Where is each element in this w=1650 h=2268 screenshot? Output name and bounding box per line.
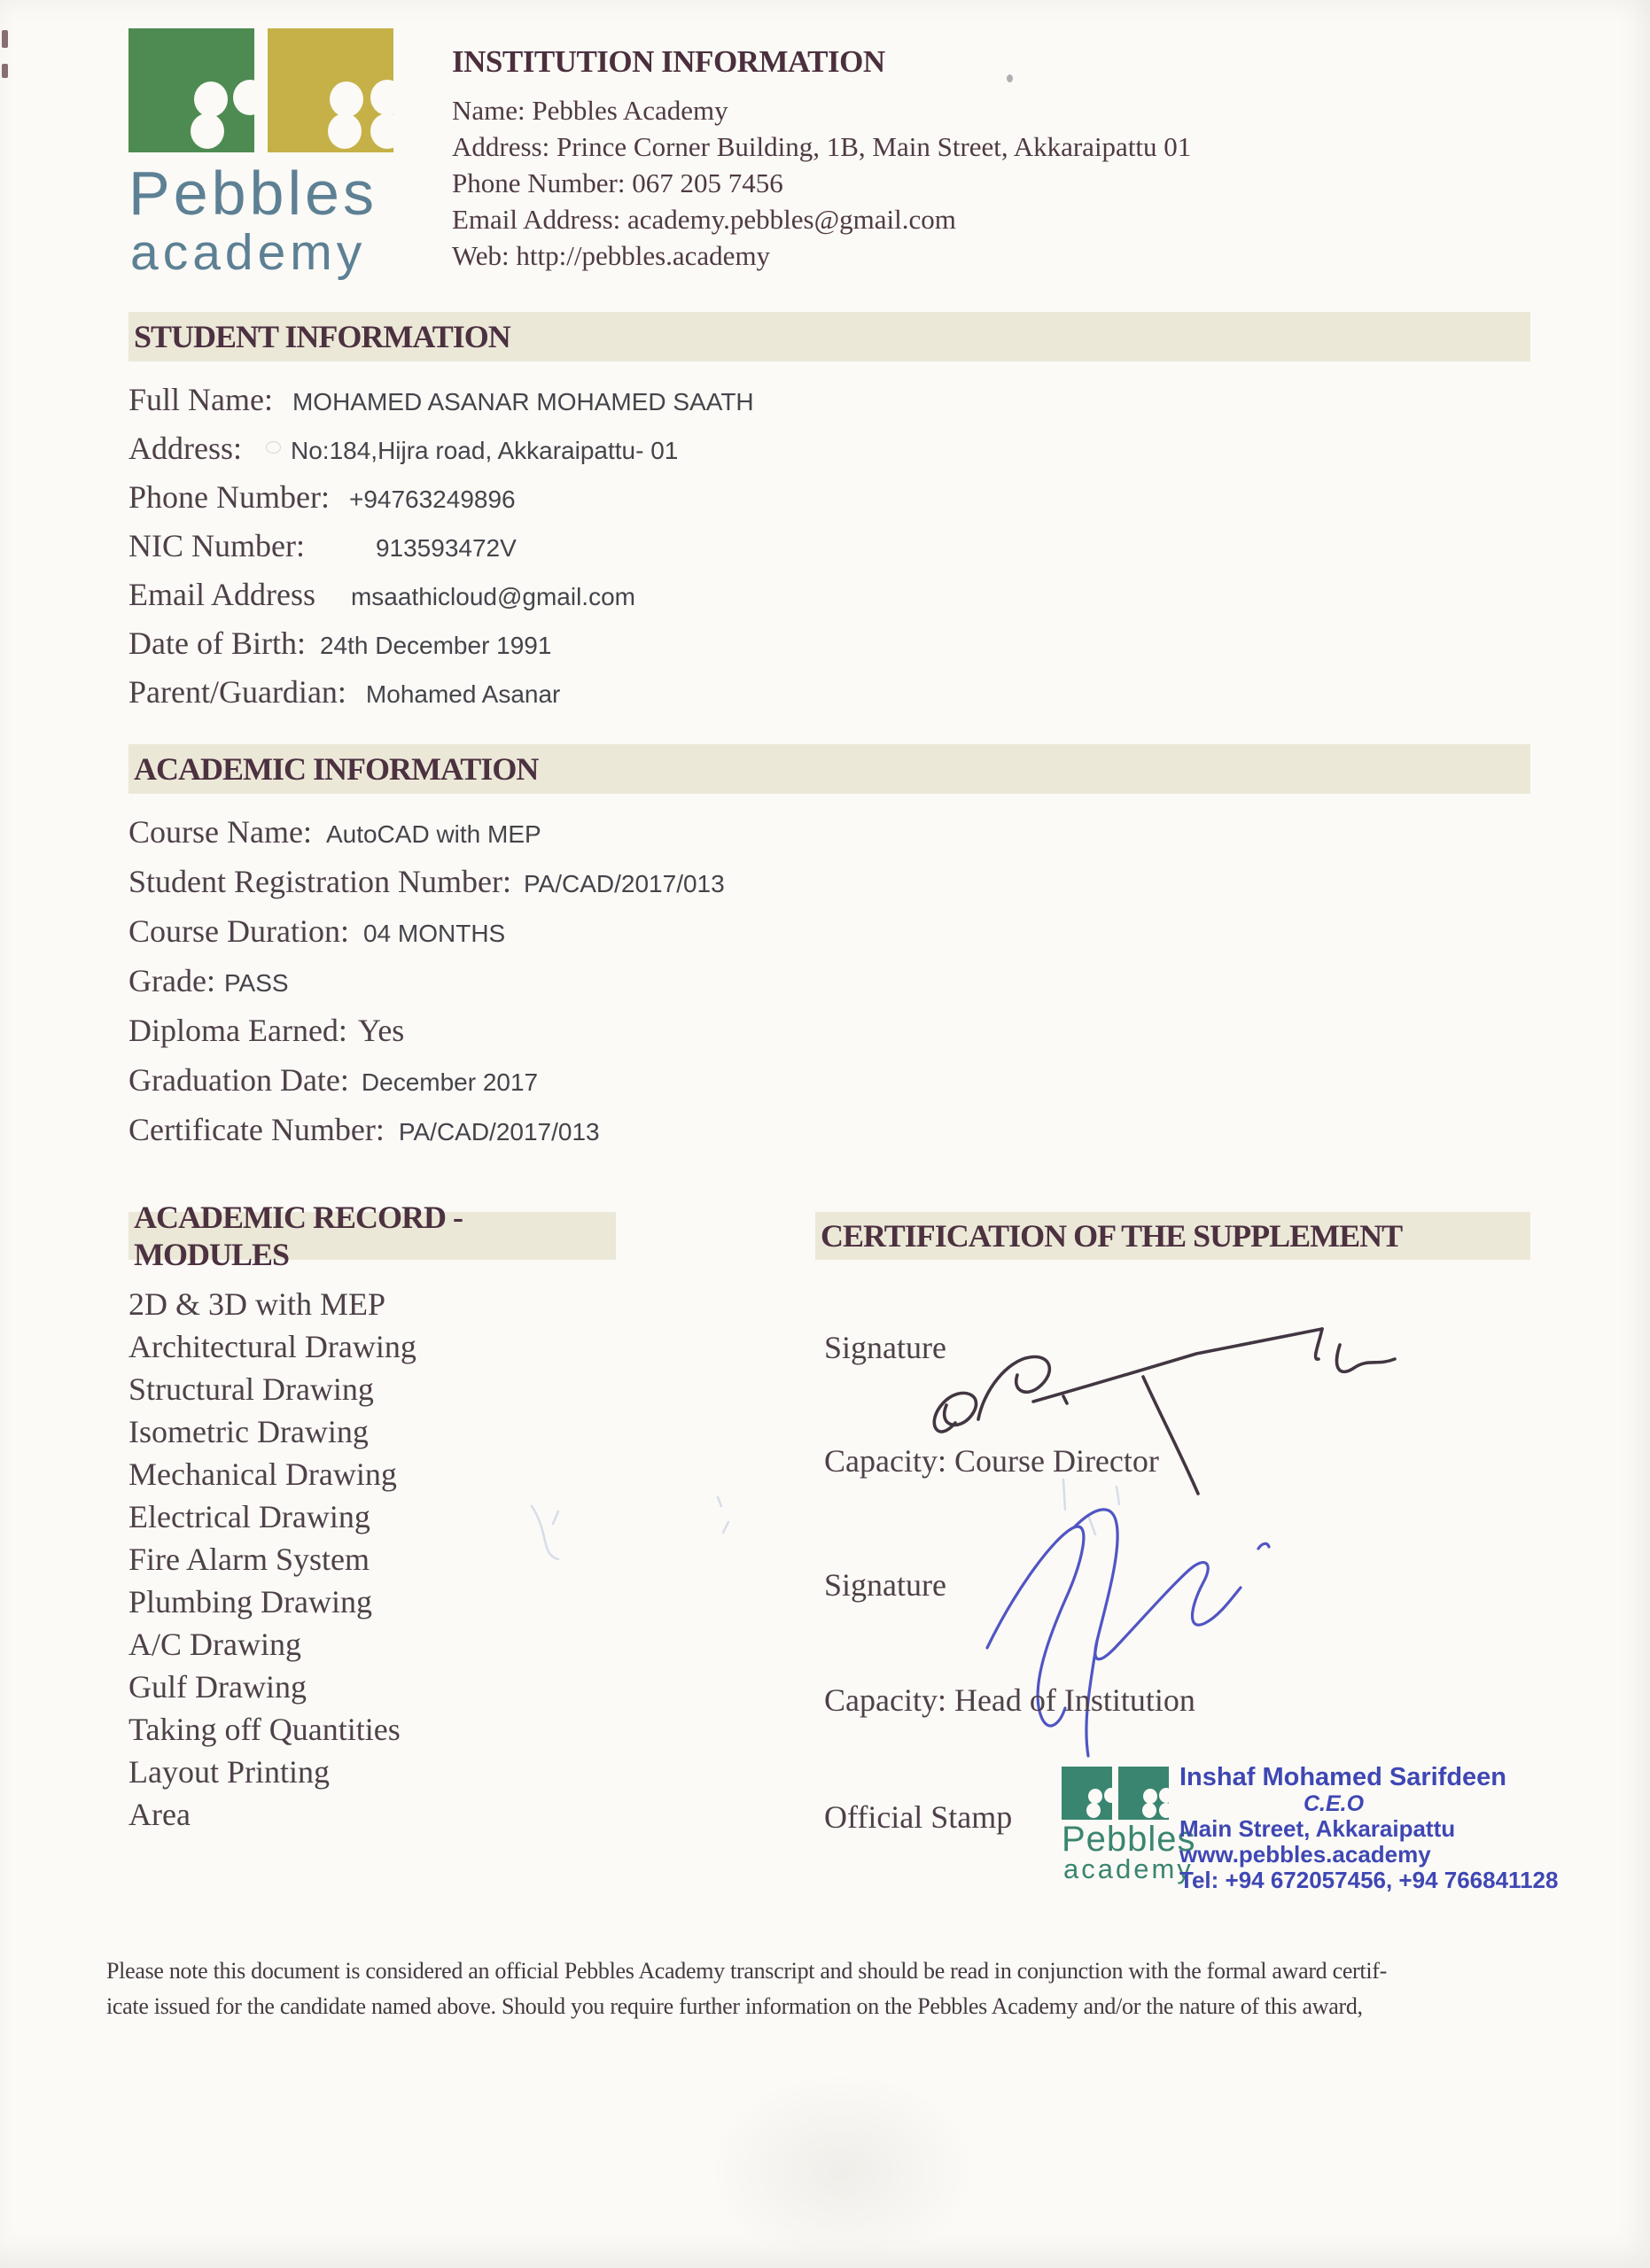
stamp-logo-dot	[1159, 1788, 1169, 1803]
field-label: Course Duration:	[128, 913, 349, 949]
field-label: Graduation Date:	[128, 1062, 349, 1098]
field-row-address	[128, 430, 754, 478]
scan-speck	[2, 30, 8, 48]
field-value: PA/CAD/2017/013	[523, 870, 725, 897]
field-value: PASS	[223, 969, 289, 997]
institution-email-line: Email Address: academy.pebbles@gmail.com	[452, 204, 956, 235]
logo-dot	[328, 113, 362, 149]
field-label: Certificate Number:	[128, 1112, 385, 1147]
logo-green-square	[128, 28, 254, 152]
field-row-phone	[128, 478, 754, 527]
field-row-graduation-date	[128, 1061, 725, 1111]
module-item: Plumbing Drawing	[128, 1584, 372, 1619]
footer-line-1: Please note this document is considered an official Pebbles Academy transcript and should be read in conjunction with the formal award certif-	[106, 1958, 1387, 1984]
stamp-logo-dot	[1088, 1789, 1102, 1804]
stamp-ceo-name: Inshaf Mohamed Sarifdeen	[1179, 1763, 1507, 1791]
head-of-institution-signature	[966, 1497, 1311, 1763]
field-row-course-duration	[128, 913, 725, 962]
field-row-registration-number	[128, 863, 725, 913]
field-value: +94763249896	[348, 485, 516, 513]
module-item: A/C Drawing	[128, 1627, 301, 1662]
capacity1-text: Capacity: Course Director	[824, 1443, 1159, 1479]
field-row-full-name	[128, 381, 754, 430]
logo-dot	[233, 80, 254, 115]
student-fields	[128, 381, 754, 722]
field-value: 24th December 1991	[319, 632, 552, 659]
institution-phone-line: Phone Number: 067 205 7456	[452, 167, 783, 198]
stamp-logo-dot	[1143, 1789, 1157, 1804]
stamp-logo-square	[1118, 1767, 1169, 1820]
module-item: Gulf Drawing	[128, 1669, 307, 1705]
field-label: Phone Number:	[128, 479, 330, 515]
stamp-address: Main Street, Akkaraipattu	[1179, 1815, 1456, 1842]
institution-address-line: Address: Prince Corner Building, 1B, Main Street, Akkaraipattu 01	[452, 131, 1192, 162]
field-label: Grade:	[128, 963, 215, 998]
stamp-logo-dot	[1086, 1803, 1101, 1818]
capacity2-text: Capacity: Head of Institution	[824, 1682, 1195, 1718]
field-value: No:184,Hijra road, Akkaraipattu- 01	[291, 437, 679, 464]
logo-wordmark-pebbles: Pebbles	[128, 159, 377, 228]
field-label: Email Address	[128, 577, 315, 612]
module-item: Electrical Drawing	[128, 1499, 370, 1534]
field-value: msaathicloud@gmail.com	[350, 583, 635, 610]
institution-information-block	[452, 39, 1191, 274]
module-item: Fire Alarm System	[128, 1542, 370, 1577]
footer-line-2: icate issued for the candidate named above. Should you require further information on the Pebbles Academy and/or the nature of this award,	[106, 1993, 1363, 2019]
field-value: PA/CAD/2017/013	[398, 1118, 600, 1146]
module-item: Isometric Drawing	[128, 1414, 369, 1449]
logo-wordmark-academy: academy	[130, 224, 367, 281]
field-value: 913593472V	[375, 534, 517, 562]
logo-dot	[330, 82, 363, 117]
stamp-web: www.pebbles.academy	[1179, 1841, 1431, 1868]
field-value: Yes	[357, 1013, 405, 1048]
module-item: Area	[128, 1797, 191, 1832]
student-information-header-bar	[128, 312, 1530, 361]
field-label: NIC Number:	[128, 528, 305, 563]
field-row-nic	[128, 527, 754, 576]
institution-section-title: INSTITUTION INFORMATION	[452, 44, 885, 79]
stamp-logo-dot	[1159, 1803, 1169, 1818]
stamp-wordmark-pebbles: Pebbles	[1062, 1820, 1196, 1859]
field-label: Student Registration Number:	[128, 864, 511, 899]
field-label: Date of Birth:	[128, 625, 306, 661]
field-value: MOHAMED ASANAR MOHAMED SAATH	[292, 388, 754, 416]
scan-speck	[2, 64, 8, 78]
stamp-text-block	[1179, 1763, 1560, 1893]
certification-section-title: CERTIFICATION OF THE SUPPLEMENT	[821, 1218, 1403, 1254]
field-row-diploma-earned	[128, 1012, 725, 1061]
module-item: Architectural Drawing	[128, 1329, 416, 1364]
official-stamp-label: Official Stamp	[824, 1799, 1013, 1835]
academic-section-title: ACADEMIC INFORMATION	[134, 751, 539, 787]
module-item: Layout Printing	[128, 1754, 330, 1790]
stamp-ceo-role: C.E.O	[1304, 1791, 1365, 1816]
logo-dot	[370, 80, 393, 115]
signature2-label: Signature	[824, 1567, 946, 1603]
field-row-certificate-number	[128, 1111, 725, 1161]
scan-smudge	[709, 2073, 975, 2268]
institution-web-line: Web: http://pebbles.academy	[452, 240, 771, 271]
modules-header-bar	[128, 1200, 616, 1272]
module-item: Mechanical Drawing	[128, 1456, 397, 1492]
stamp-wordmark-academy: academy	[1063, 1853, 1194, 1884]
field-row-dob	[128, 625, 754, 673]
module-item: Taking off Quantities	[128, 1712, 401, 1747]
field-row-grade	[128, 962, 725, 1012]
logo-dot	[191, 113, 224, 149]
certification-header-bar	[815, 1212, 1530, 1260]
stamp-logo-dot	[1142, 1803, 1156, 1818]
field-row-course-name	[128, 813, 725, 863]
modules-section-title: ACADEMIC RECORD - MODULES	[134, 1200, 463, 1272]
field-label: Diploma Earned:	[128, 1013, 347, 1048]
footer-note	[106, 1953, 1577, 2024]
academic-information-header-bar	[128, 744, 1530, 794]
academic-fields	[128, 813, 725, 1161]
field-value: 04 MONTHS	[362, 920, 506, 947]
signature1-label: Signature	[824, 1330, 946, 1365]
stamp-logo-square	[1062, 1767, 1112, 1820]
stamp-logo-dot	[1104, 1788, 1112, 1803]
field-row-guardian	[128, 673, 754, 722]
logo-dot	[370, 113, 393, 149]
module-item: 2D & 3D with MEP	[128, 1286, 386, 1322]
logo-dot	[194, 82, 228, 117]
field-label: Full Name:	[128, 382, 273, 417]
module-item: Structural Drawing	[128, 1371, 374, 1407]
field-label: Parent/Guardian:	[128, 674, 346, 710]
field-label: Address:	[128, 431, 242, 466]
modules-list	[128, 1283, 416, 1836]
logo-gold-square	[268, 28, 393, 152]
field-label: Course Name:	[128, 814, 312, 850]
field-value: Mohamed Asanar	[365, 680, 561, 708]
student-section-title: STUDENT INFORMATION	[134, 319, 510, 354]
field-row-email	[128, 576, 754, 625]
stamp-tel: Tel: +94 672057456, +94 766841128	[1179, 1867, 1559, 1893]
institution-name-line: Name: Pebbles Academy	[452, 95, 728, 126]
field-value: AutoCAD with MEP	[325, 820, 541, 848]
field-value: December 2017	[361, 1068, 539, 1096]
